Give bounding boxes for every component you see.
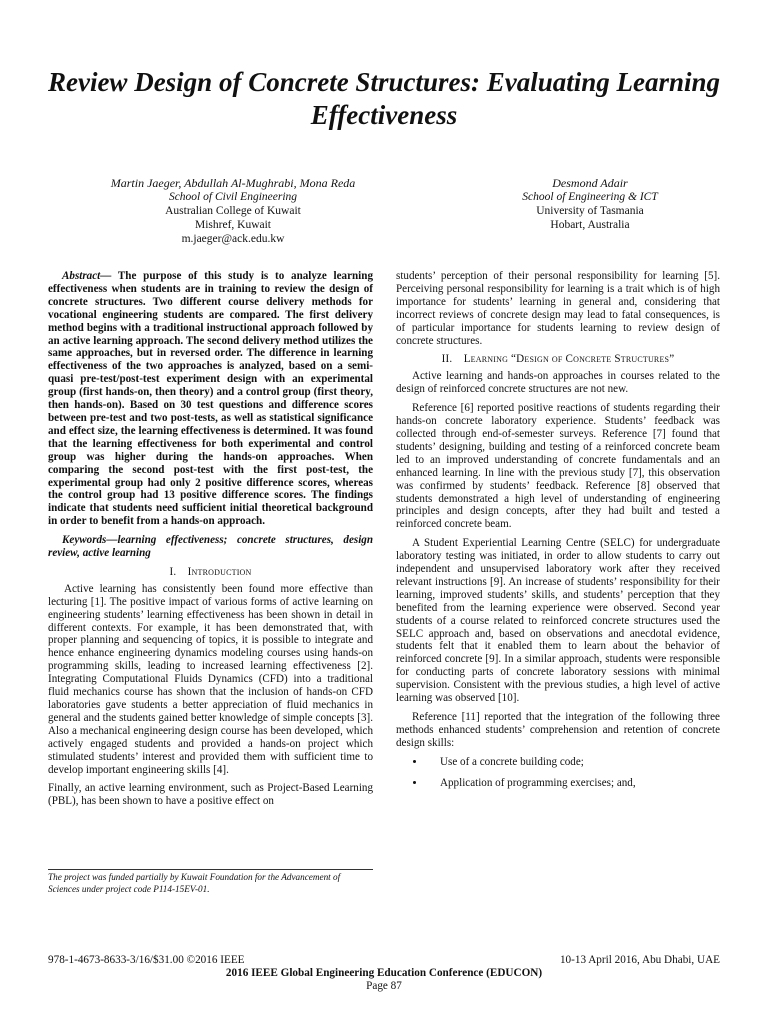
footnote-divider (48, 869, 373, 870)
footer-date-place: 10-13 April 2016, Abu Dhabi, UAE (559, 954, 720, 966)
paragraph: Reference [6] reported positive reactions of students regarding their hands-on concrete laboratory experience. Students’ feedback was collected through end-of-semester surveys. Reference [7] found that students’ designing, building and testing of a reinforced concrete beam led to an improved understanding of concrete fundamentals and an enhanced learning. In line with the previous study [7], this observation was confirmed by students’ feedback. Reference [8] observed that students demonstrated a high level of understanding of engineering principles and design concepts, after they had built and tested a reinforced concrete beam. (396, 402, 720, 531)
section-heading-learning: II. Learning “Design of Concrete Structures” (441, 353, 675, 366)
left-column (48, 270, 373, 814)
bullet-list (396, 756, 720, 790)
author-names: Martin Jaeger, Abdullah Al-Mughrabi, Mona Reda (110, 176, 356, 190)
author-department: School of Engineering & ICT (522, 191, 658, 203)
list-item: • Use of a concrete building code; (426, 756, 720, 769)
footer-conference: 2016 IEEE Global Engineering Education Conference (EDUCON) (225, 967, 543, 979)
author-names: Desmond Adair (552, 176, 628, 190)
paragraph: Finally, an active learning environment, such as Project-Based Learning (PBL), has been shown to have a positive effect on (48, 782, 373, 808)
paragraph: students’ perception of their personal responsibility for learning [5]. Perceiving personal responsibility for learning is a trait which is of high importance for students’ learning in general and, considering that incorrect reviews of concrete design may lead to fatal consequences, is of particular importance for students learning to review design of concrete structures. (396, 270, 720, 347)
section-heading-introduction: I. Introduction (169, 565, 252, 578)
author-city: Mishref, Kuwait (194, 219, 271, 231)
author-institution: Australian College of Kuwait (165, 205, 301, 217)
paper-title: Review Design of Concrete Structures: Evaluating Learning Effectiveness (47, 67, 721, 130)
paragraph: Reference [11] reported that the integration of the following three methods enhanced students’ comprehension and retention of concrete design skills: (396, 711, 720, 749)
author-institution: University of Tasmania (536, 205, 644, 217)
author-email: m.jaeger@ack.edu.kw (181, 233, 285, 245)
paragraph: Active learning and hands-on approaches in courses related to the design of reinforced concrete structures are not new. (396, 370, 720, 396)
footer-isbn: 978-1-4673-8633-3/16/$31.00 ©2016 IEEE (48, 954, 245, 966)
paragraph: A Student Experiential Learning Centre (SELC) for undergraduate laboratory testing was initiated, in order to allow students to carry out independent and unsupervised laboratory work after they received relevant instructions [9]. An increase of students’ responsibility for their learning, improved students’ skills, and students’ perception that they benefited from the learning experience were observed. Second year students of a course related to reinforced concrete structures used the SELC approach and, based on observations and anecdotal evidence, students felt that it enabled them to learn about the behavior of reinforced concrete [9]. In a similar approach, students were responsible for conducting parts of concrete laboratory sessions with minimal supervision. Consistent with the previous studies, a high level of active learning was observed [10]. (396, 537, 720, 705)
author-city: Hobart, Australia (550, 219, 630, 231)
author-block-left (48, 176, 418, 246)
list-item: • Application of programming exercises; and, (426, 777, 720, 790)
author-department: School of Civil Engineering (168, 191, 298, 203)
paragraph: Active learning has consistently been found more effective than lecturing [1]. The positive impact of various forms of active learning on engineering students’ learning effectiveness has been shown in detail in different contexts. For example, it has been demonstrated that, with proper planning and sequencing of topics, it is possible to integrate and hence enhance engineering dynamics modeling courses using hands-on programming skills, leading to increased learning effectiveness [2]. Integrating Computational Fluids Dynamics (CFD) into a traditional fluid mechanics course has shown that the inclusion of hands-on CFD laboratories gave students a better appreciation of fluid mechanics in general and the students gained better knowledge of simple concepts [3]. Also a mechanical engineering design course has been developed, which actively engaged students and provided a hands-on project which stimulated students’ interest and provided them with sufficient time to develop important engineering skills [4]. (48, 582, 373, 776)
keywords: Keywords—learning effectiveness; concrete structures, design review, active learning (48, 534, 373, 560)
abstract (48, 270, 373, 528)
abstract-text: The purpose of this study is to analyze learning effectiveness when students are in training to review the design of concrete structures. Two different course delivery methods for vocational engineering students are compared. The first delivery method begins with a traditional instructional approach followed by an active learning approach. The second delivery method utilizes the same approaches, but in reversed order. The difference in learning effectiveness of the two approaches is analyzed, based on a semi-quasi pre-test/post-test experiment design with an experimental group (first hands-on, then theory) and a control group (first theory, then hands-on). Based on 30 test questions and difference scores between pre-test and two post-tests, as well as statistical significance and effect size, the learning effectiveness is determined. It was found that the learning effectiveness for both experimental and control group was higher during the hands-on approaches. When comparing the second post-test with the first post-test, the experimental group had only 2 positive difference scores, whereas the control group had 13 positive difference scores. The findings indicate that students need sufficient initial theoretical background in order to benefit from a hands-on approach. (48, 270, 373, 528)
footnote: The project was funded partially by Kuwait Foundation for the Advancement of Sciences under project code P114-15EV-01. (48, 872, 341, 894)
author-block-right (440, 176, 740, 232)
page-number: Page 87 (366, 980, 402, 992)
right-column (396, 270, 720, 798)
abstract-lead: Abstract— (62, 270, 112, 282)
